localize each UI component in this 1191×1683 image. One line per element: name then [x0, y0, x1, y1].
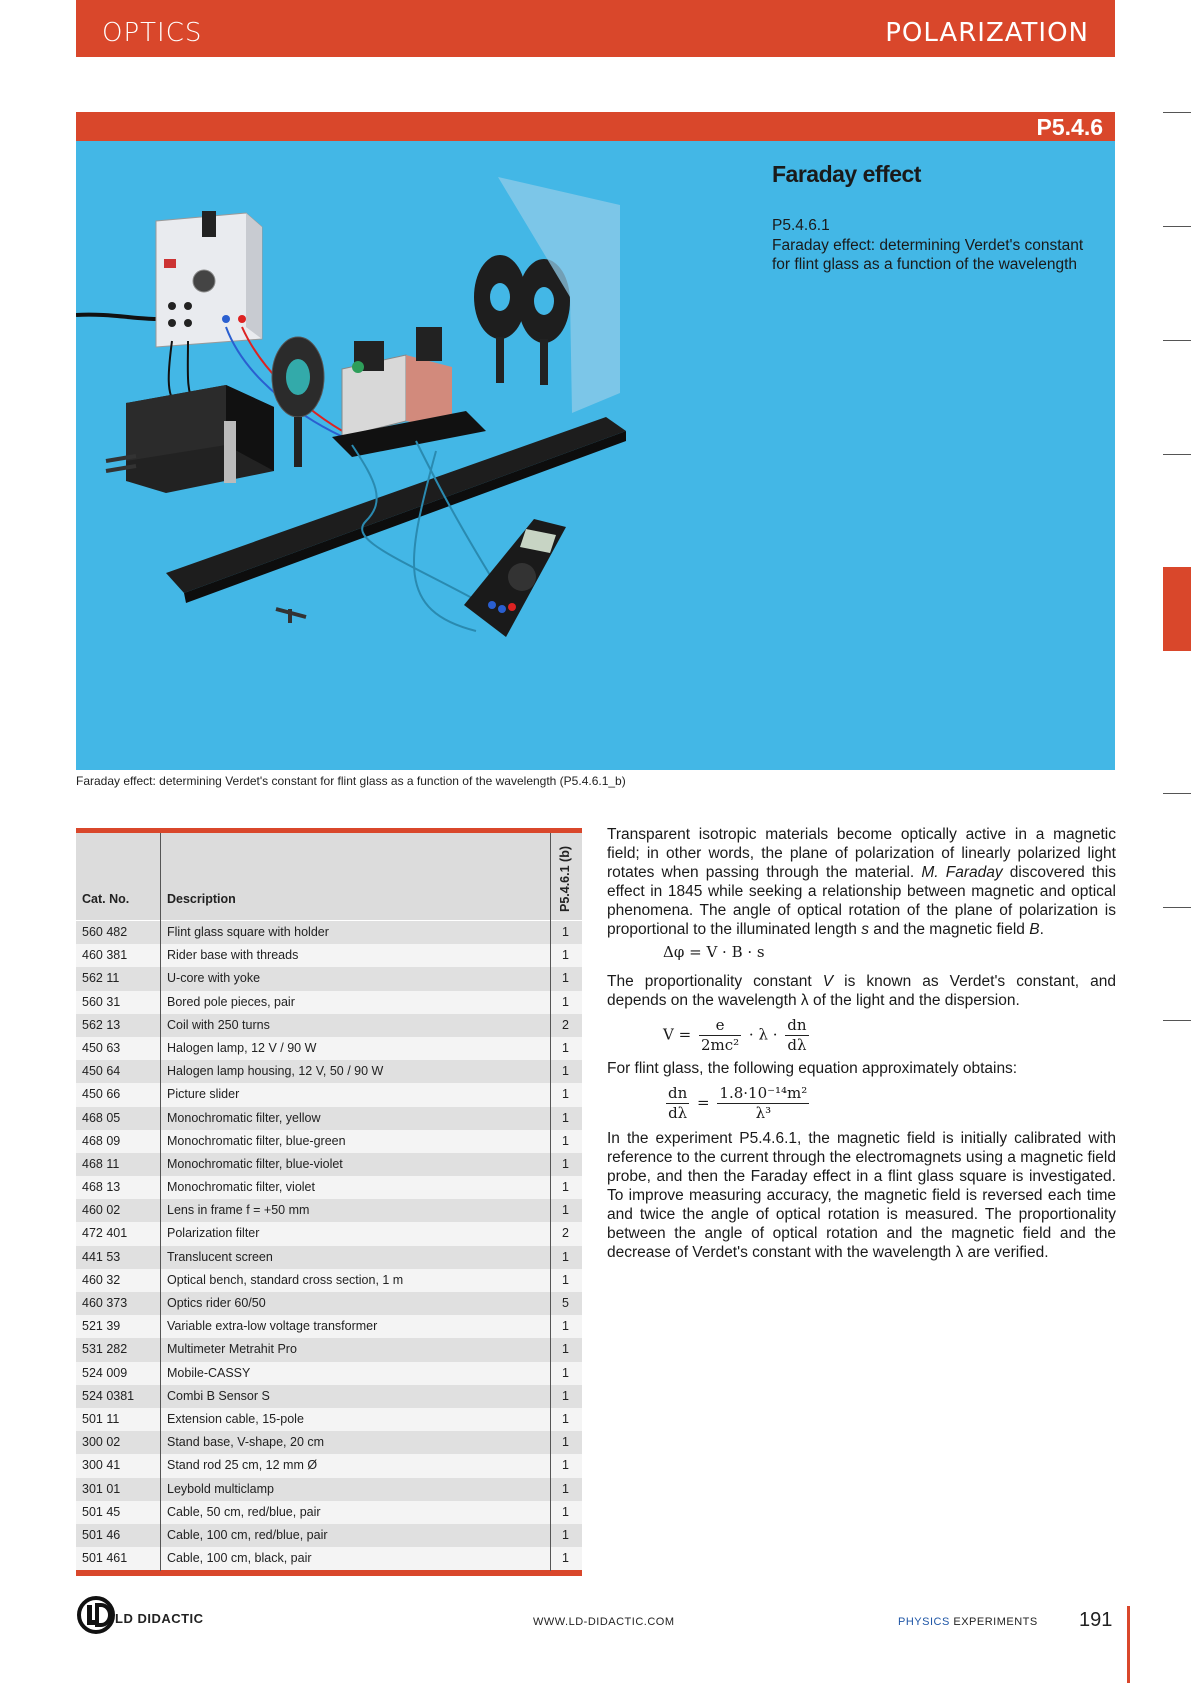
description-cell: U-core with yoke	[167, 971, 261, 986]
electromagnet	[332, 327, 486, 457]
multimeter	[464, 519, 566, 637]
body-text	[607, 825, 1116, 1266]
cat-no-cell: 521 39	[82, 1319, 121, 1334]
cat-no-cell: 441 53	[82, 1249, 121, 1264]
description-cell: Monochromatic filter, violet	[167, 1180, 315, 1195]
quantity-cell: 1	[562, 1458, 569, 1473]
thumb-tab[interactable]	[1163, 340, 1191, 341]
table-row	[76, 1246, 582, 1269]
column-experiment: P5.4.6.1 (b)	[558, 846, 572, 912]
description-cell: Polarization filter	[167, 1226, 260, 1241]
description-cell: Translucent screen	[167, 1249, 273, 1264]
paragraph-flint: For flint glass, the following equation approximately obtains:	[607, 1060, 1018, 1077]
table-row	[76, 944, 582, 967]
quantity-cell: 1	[562, 1551, 569, 1566]
paragraph-experiment: In the experiment P5.4.6.1, the magnetic field is initially calibrated with reference to the current through the electromagnets using a magnetic field probe, and then the Faraday effect in a flint glass square is investigated. To improve measuring accuracy, the magnetic field is reversed each time and twice the angle of optical rotation is measured. The proportionality between the angle of optical rotation and the magnetic field and the decrease of Verdet's constant with the wavelength λ are verified.	[607, 1130, 1116, 1261]
description-cell: Cable, 100 cm, black, pair	[167, 1551, 312, 1566]
cat-no-cell: 468 09	[82, 1133, 121, 1148]
description-cell: Leybold multiclamp	[167, 1481, 274, 1496]
description-cell: Monochromatic filter, yellow	[167, 1110, 321, 1125]
table-row	[76, 1153, 582, 1176]
description-cell: Flint glass square with holder	[167, 925, 329, 939]
cat-no-cell: 300 02	[82, 1435, 121, 1450]
cat-no-cell: 562 13	[82, 1017, 121, 1032]
description-cell: Mobile-CASSY	[167, 1365, 251, 1380]
table-row	[76, 1524, 582, 1547]
paragraph-intro: Transparent isotropic materials become optically active in a magnetic field; in other words, the plane of polarization of linearly polarized light rotates when passing through the material. M. Faraday discovered this effect in 1845 while seeking a relationship between magnetic and optical phenomena. The angle of optical rotation of the plane of polarization is proportional to the illuminated length s and the magnetic field B.	[607, 826, 1116, 938]
cat-no-cell: 560 482	[82, 925, 128, 939]
formula-verdet: V = $\frac{e}{\text{2mc²}}$ · λ · $\frac{dn}{d\lambda}$	[663, 1016, 807, 1054]
cat-no-cell: 460 373	[82, 1296, 128, 1310]
subsection-title: POLARIZATION	[885, 18, 1089, 48]
description-cell: Halogen lamp housing, 12 V, 50 / 90 W	[167, 1064, 384, 1079]
quantity-cell: 1	[562, 1504, 569, 1519]
description-cell: Optics rider 60/50	[167, 1296, 266, 1310]
quantity-cell: 1	[562, 1365, 569, 1380]
page-marker-line	[1127, 1606, 1130, 1683]
description-cell: Optical bench, standard cross section, 1 m	[167, 1272, 404, 1287]
physics-experiments-label: PHYSICS EXPERIMENTS	[898, 1616, 1038, 1628]
cat-no-cell: 460 381	[82, 948, 128, 963]
description-cell: Lens in frame f = +50 mm	[167, 1203, 310, 1218]
table-row	[76, 1199, 582, 1222]
table-body	[76, 921, 582, 1570]
section-title: OPTICS	[102, 18, 203, 48]
description-cell: Halogen lamp, 12 V / 90 W	[167, 1040, 317, 1055]
column-description: Description	[167, 892, 236, 906]
table-row	[76, 1130, 582, 1153]
column-cat-no: Cat. No.	[82, 892, 130, 906]
cat-no-cell: 501 461	[82, 1551, 128, 1566]
experiment-description	[772, 216, 1092, 275]
description-cell: Rider base with threads	[167, 948, 299, 963]
description-cell: Stand base, V-shape, 20 cm	[167, 1435, 325, 1450]
table-row	[76, 1478, 582, 1501]
quantity-cell: 1	[562, 1110, 569, 1125]
thumb-tab-active[interactable]	[1163, 567, 1191, 651]
quantity-cell: 1	[562, 1249, 569, 1264]
sub-experiment-code[interactable]: P5.4.6.1	[772, 217, 830, 234]
experiment-code: P5.4.6	[1036, 114, 1103, 140]
polarization-filter-1	[272, 337, 324, 467]
description-cell: Coil with 250 turns	[167, 1017, 270, 1032]
experiment-bar	[76, 112, 1115, 141]
quantity-cell: 1	[562, 994, 569, 1009]
table-row	[76, 1269, 582, 1292]
quantity-cell: 1	[562, 1180, 569, 1195]
quantity-cell: 1	[562, 1156, 569, 1171]
description-cell: Multimeter Metrahit Pro	[167, 1342, 297, 1357]
quantity-cell: 1	[562, 1133, 569, 1148]
quantity-cell: 1	[562, 1064, 569, 1079]
brand-name: LD DIDACTIC	[115, 1611, 204, 1626]
quantity-cell: 1	[562, 1342, 569, 1357]
cat-no-cell: 450 66	[82, 1087, 121, 1102]
cat-no-cell: 468 13	[82, 1180, 121, 1195]
cat-no-cell: 524 0381	[82, 1388, 135, 1403]
quantity-cell: 1	[562, 1411, 569, 1426]
lamp-housing	[106, 385, 274, 493]
table-row	[76, 1176, 582, 1199]
paragraph-verdet: The proportionality constant V is known as Verdet's constant, and depends on the wavelength λ of the light and the dispersion.	[607, 973, 1116, 1009]
polarization-filter-2	[474, 255, 570, 385]
quantity-cell: 1	[562, 1272, 569, 1287]
description-cell: Combi B Sensor S	[167, 1388, 270, 1403]
cat-no-cell: 460 02	[82, 1203, 121, 1218]
ld-logo-icon	[76, 1595, 116, 1635]
equipment-table	[76, 828, 582, 1576]
cat-no-cell: 300 41	[82, 1458, 121, 1473]
table-row	[76, 1292, 582, 1315]
quantity-cell: 1	[562, 1481, 569, 1496]
table-row	[76, 1107, 582, 1130]
description-cell: Cable, 100 cm, red/blue, pair	[167, 1527, 328, 1542]
table-row	[76, 921, 582, 944]
cat-no-cell: 531 282	[82, 1342, 128, 1357]
quantity-cell: 1	[562, 925, 569, 939]
table-row	[76, 1083, 582, 1106]
cat-no-cell: 472 401	[82, 1226, 128, 1241]
quantity-cell: 1	[562, 1527, 569, 1542]
experiment-photo	[76, 141, 1115, 770]
description-cell: Picture slider	[167, 1087, 240, 1102]
description-cell: Monochromatic filter, blue-green	[167, 1133, 346, 1148]
description-cell: Cable, 50 cm, red/blue, pair	[167, 1504, 321, 1519]
description-cell: Extension cable, 15-pole	[167, 1411, 304, 1426]
cat-no-cell: 501 45	[82, 1504, 121, 1519]
power-supply-unit	[156, 211, 262, 347]
experiment-title: Faraday effect	[772, 161, 921, 187]
thumb-tab[interactable]	[1163, 907, 1191, 908]
description-cell: Bored pole pieces, pair	[167, 994, 295, 1009]
table-row	[76, 967, 582, 990]
table-row	[76, 1315, 582, 1338]
cat-no-cell: 468 05	[82, 1110, 121, 1125]
table-row	[76, 1547, 582, 1570]
section-header	[76, 0, 1115, 57]
table-row	[76, 1060, 582, 1083]
table-row	[76, 1431, 582, 1454]
column-divider	[160, 833, 161, 1571]
description-cell: Variable extra-low voltage transformer	[167, 1319, 378, 1334]
quantity-cell: 1	[562, 1435, 569, 1450]
quantity-cell: 1	[562, 1087, 569, 1102]
table-header	[76, 833, 582, 921]
thumb-tab[interactable]	[1163, 793, 1191, 794]
cat-no-cell: 501 11	[82, 1411, 120, 1426]
quantity-cell: 1	[562, 1319, 569, 1334]
page-number: 191	[1079, 1609, 1113, 1631]
quantity-cell: 1	[562, 1040, 569, 1055]
table-row	[76, 1014, 582, 1037]
column-divider	[550, 833, 551, 1571]
quantity-cell: 1	[562, 948, 569, 963]
quantity-cell: 2	[562, 1226, 569, 1241]
photo-caption: Faraday effect: determining Verdet's constant for flint glass as a function of the wavelength (P5.4.6.1_b)	[76, 774, 626, 788]
cat-no-cell: 450 63	[82, 1040, 121, 1055]
cat-no-cell: 562 11	[82, 971, 120, 986]
cat-no-cell: 524 009	[82, 1365, 128, 1380]
table-row	[76, 1408, 582, 1431]
cat-no-cell: 501 46	[82, 1527, 121, 1542]
website-link[interactable]: WWW.LD-DIDACTIC.COM	[533, 1616, 675, 1628]
table-bottom-rule	[76, 1570, 582, 1576]
table-row	[76, 1037, 582, 1060]
thumb-tab[interactable]	[1163, 1020, 1191, 1021]
table-row	[76, 1338, 582, 1361]
table-row	[76, 1385, 582, 1408]
cat-no-cell: 450 64	[82, 1064, 121, 1079]
sub-experiment-text: Faraday effect: determining Verdet's constant for flint glass as a function of the wavelength	[772, 236, 1084, 273]
thumb-tab[interactable]	[1163, 112, 1191, 113]
page-footer	[0, 1585, 1191, 1683]
table-row	[76, 1362, 582, 1385]
thumb-tab[interactable]	[1163, 226, 1191, 227]
quantity-cell: 2	[562, 1017, 569, 1032]
quantity-cell: 1	[562, 971, 569, 986]
table-row	[76, 1454, 582, 1477]
table-row	[76, 1501, 582, 1524]
thumb-tab[interactable]	[1163, 454, 1191, 455]
formula-dispersion: $\frac{dn}{d\lambda}$ = $\frac{\text{1.8·10⁻¹⁴m²}}{\text{λ³}}$	[668, 1084, 808, 1122]
quantity-cell: 1	[562, 1388, 569, 1403]
quantity-cell: 5	[562, 1296, 569, 1310]
description-cell: Monochromatic filter, blue-violet	[167, 1156, 343, 1171]
formula-rotation: Δφ = V · B · s	[663, 943, 765, 961]
cat-no-cell: 301 01	[82, 1481, 121, 1496]
cat-no-cell: 560 31	[82, 994, 121, 1009]
quantity-cell: 1	[562, 1203, 569, 1218]
cat-no-cell: 468 11	[82, 1156, 120, 1171]
cat-no-cell: 460 32	[82, 1272, 121, 1287]
table-row	[76, 991, 582, 1014]
table-row	[76, 1222, 582, 1245]
description-cell: Stand rod 25 cm, 12 mm Ø	[167, 1458, 318, 1473]
